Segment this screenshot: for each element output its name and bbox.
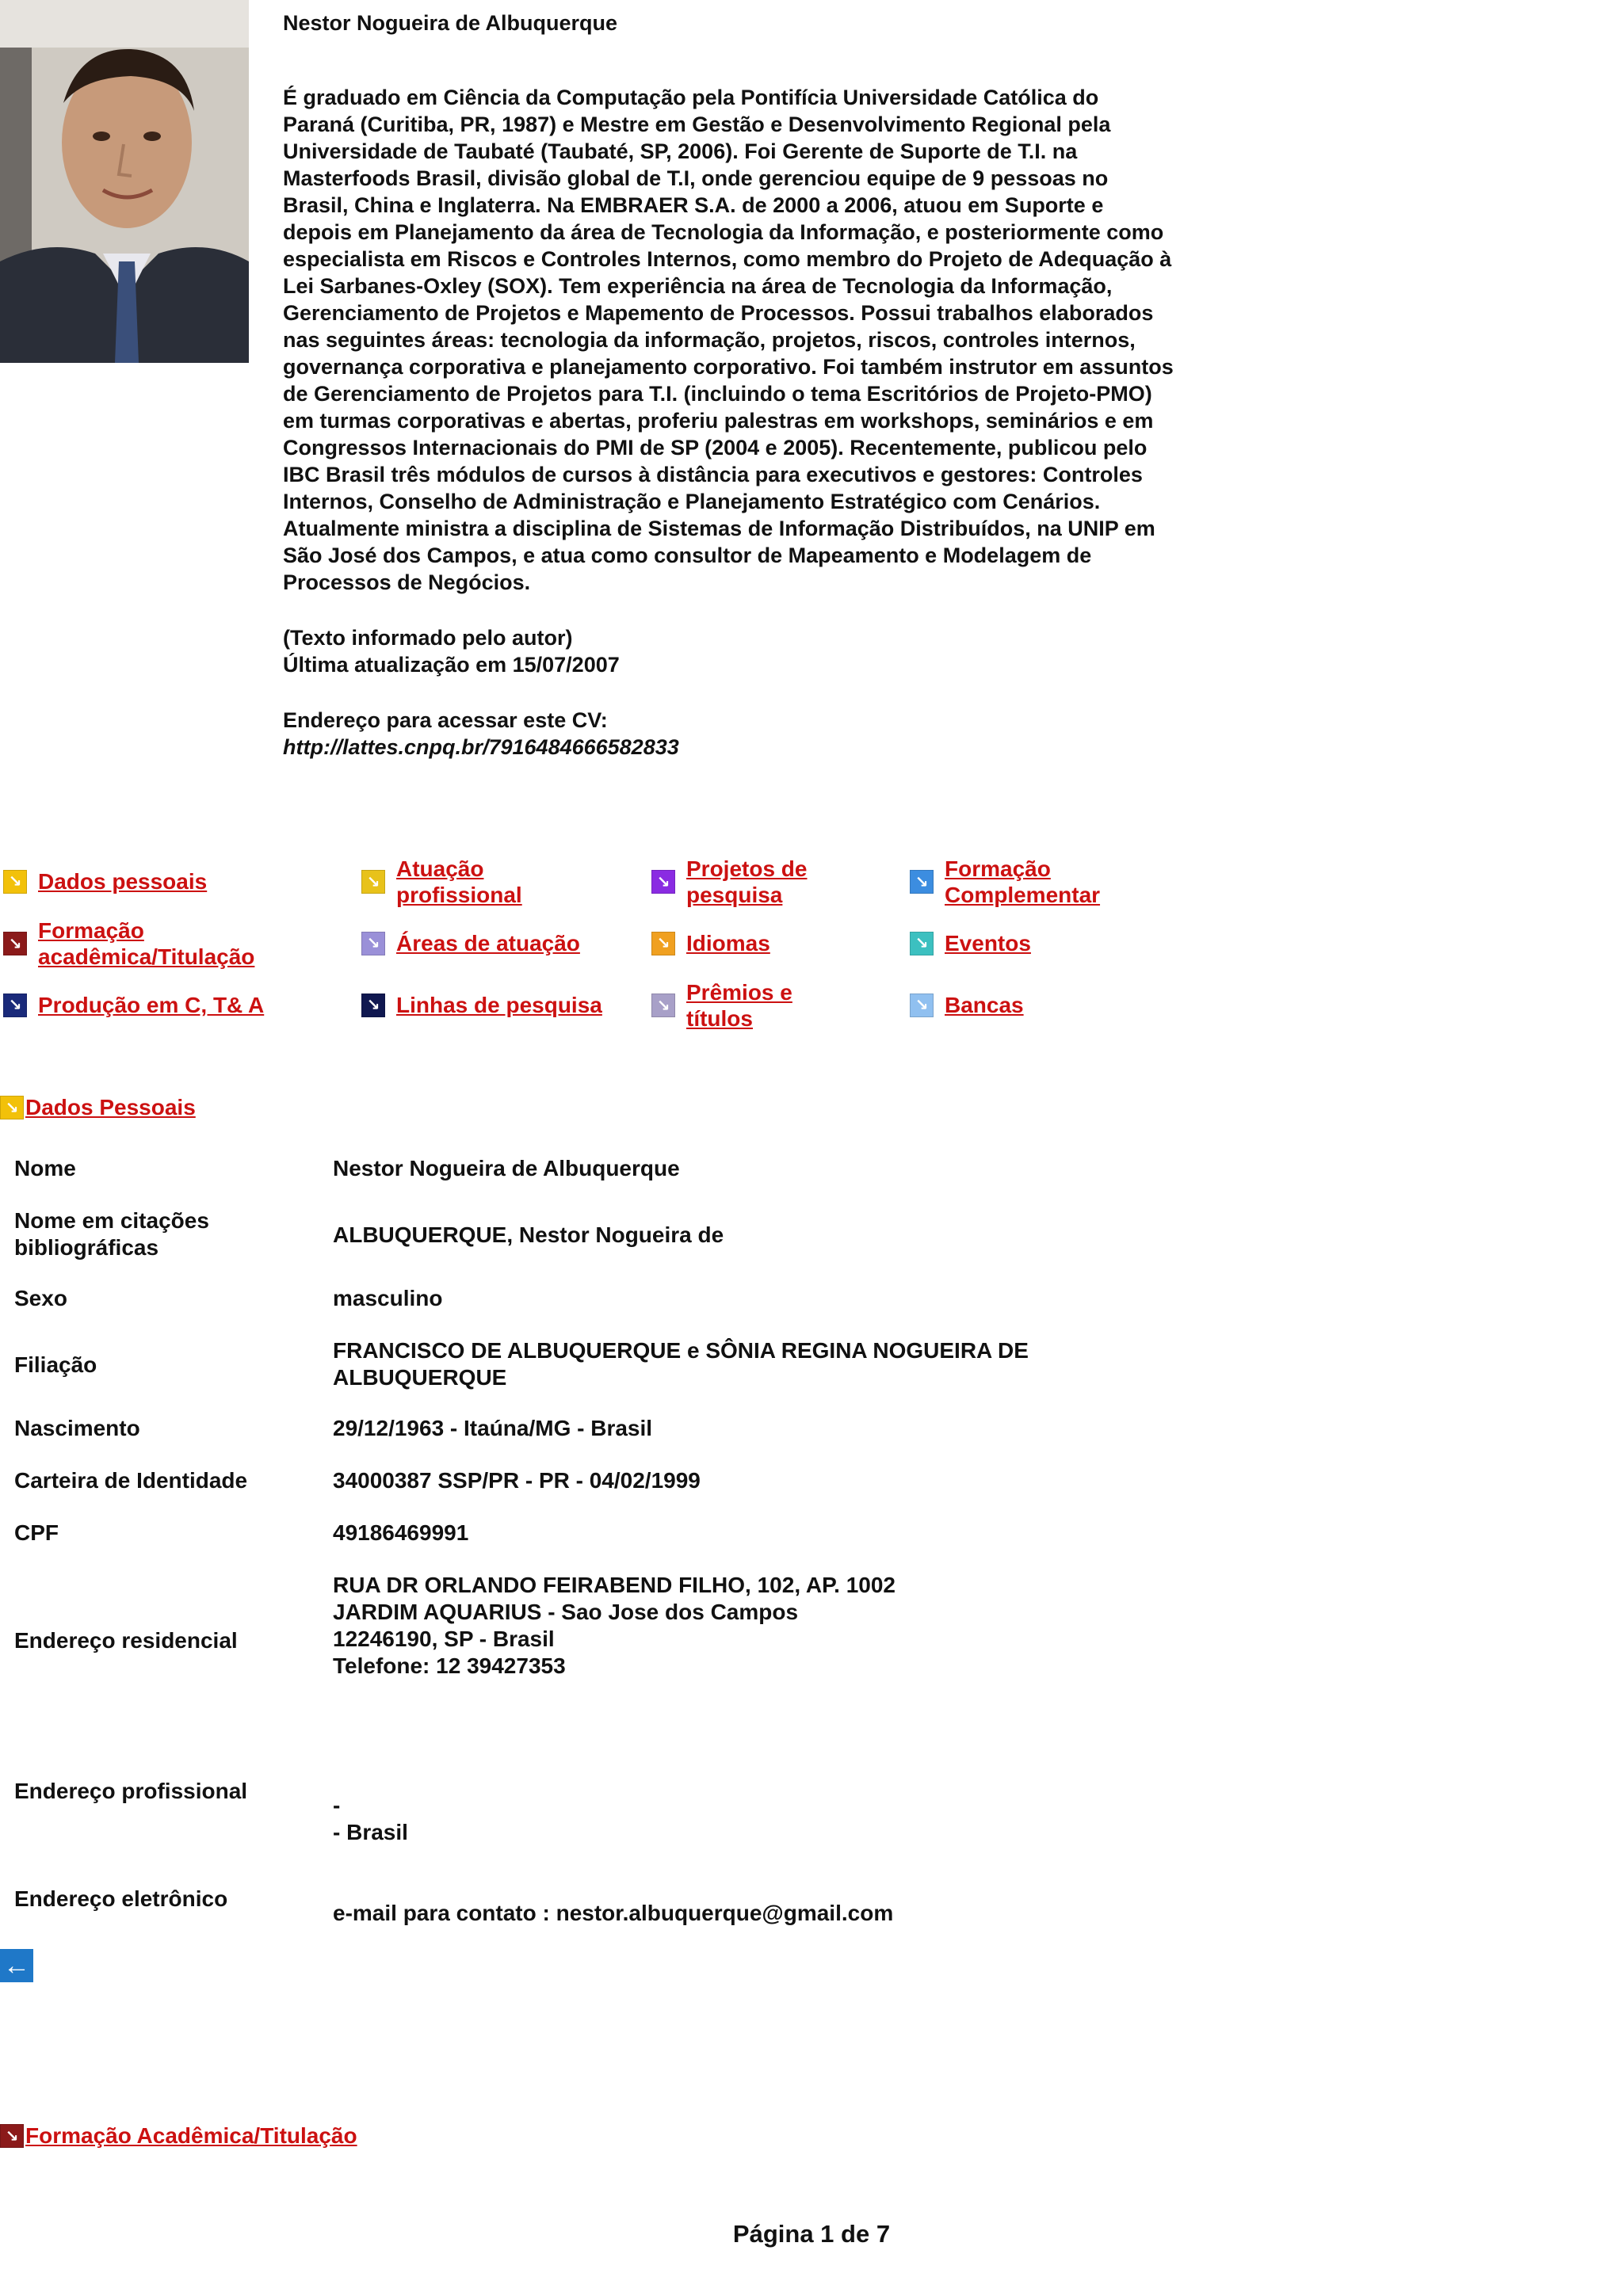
menu-link[interactable]: Atuação profissional xyxy=(396,856,522,907)
arrow-icon: ↘ xyxy=(3,932,27,955)
menu-link[interactable]: Formação acadêmica/Titulação xyxy=(38,918,255,969)
menu-link[interactable]: Áreas de atuação xyxy=(396,931,580,955)
address-line: RUA DR ORLANDO FEIRABEND FILHO, 102, AP. 1002 xyxy=(333,1573,896,1597)
source-note: (Texto informado pelo autor) xyxy=(283,626,573,650)
menu-link[interactable]: Eventos xyxy=(945,931,1031,955)
profile-summary xyxy=(283,84,1174,789)
row-value xyxy=(333,1572,1109,1680)
menu-link[interactable]: Formação Complementar xyxy=(945,856,1101,907)
cv-address-label: Endereço para acessar este CV: xyxy=(283,708,608,732)
cv-url[interactable]: http://lattes.cnpq.br/7916484666582833 xyxy=(283,735,679,759)
section-heading-link[interactable]: Dados Pessoais xyxy=(25,1095,196,1119)
bio-meta xyxy=(283,624,1174,678)
section-heading-link[interactable]: Formação Acadêmica/Titulação xyxy=(25,2123,357,2148)
row-value xyxy=(333,1792,1109,1846)
section-menu xyxy=(0,852,1149,1035)
arrow-icon: ↘ xyxy=(910,994,934,1017)
menu-link[interactable]: Projetos de pesquisa xyxy=(686,856,808,907)
menu-item-producao[interactable] xyxy=(3,992,264,1018)
menu-link[interactable]: Bancas xyxy=(945,993,1024,1017)
row-value: masculino xyxy=(333,1286,443,1310)
arrow-icon: ↘ xyxy=(651,932,675,955)
row-value[interactable]: e-mail para contato : nestor.albuquerque@gmail.com xyxy=(333,1901,894,1925)
menu-item-formacao-complementar[interactable] xyxy=(910,856,1148,908)
profile-photo xyxy=(0,0,249,363)
arrow-icon: ↘ xyxy=(3,994,27,1017)
row-label: Nome em citações bibliográficas xyxy=(14,1208,209,1260)
row-label: Sexo xyxy=(14,1286,67,1310)
arrow-icon: ↘ xyxy=(361,932,385,955)
menu-link[interactable]: Produção em C, T& A xyxy=(38,993,265,1017)
address-line: - xyxy=(333,1793,341,1817)
menu-item-projetos-pesquisa[interactable] xyxy=(651,856,857,908)
section-heading-dados-pessoais[interactable] xyxy=(0,1095,196,1120)
profile-name: Nestor Nogueira de Albuquerque xyxy=(283,11,618,35)
menu-link[interactable]: Dados pessoais xyxy=(38,869,208,894)
arrow-icon: ↘ xyxy=(0,1096,24,1119)
menu-item-atuacao-profissional[interactable] xyxy=(361,856,599,908)
bio-text: É graduado em Ciência da Computação pela Pontifícia Universidade Católica do Paraná (Curitiba, PR, 1987) e Mestre em Gestão e Desenvolvimento Regional pela Universidade de Taubaté (Taubaté, SP, 2006). Foi Gerente de Suporte de T.I. na Masterfoods Brasil, divisão global de T.I, onde gerenciou equipe de 9 pessoas no Brasil, China e Inglaterra. Na EMBRAER S.A. de 2000 a 2006, atuou em Suporte e depois em Planejamento da área de Tecnologia da Informação, e posteriormente como especialista em Riscos e Controles Internos, como membro do Projeto de Adequação à Lei Sarbanes-Oxley (SOX). Tem experiência na área de Tecnologia da Informação, Gerenciamento de Projetos e Mapemento de Processos. Possui trabalhos elaborados nas seguintes áreas: tecnologia da informação, projetos, riscos, controles internos, governança corporativa e planejamento corporativo. Foi também instrutor em assuntos de Gerenciamento de Projetos para T.I. (incluindo o tema Escritórios de Projeto-PMO) em turmas corporativas e abertas, proferiu palestras em workshops, seminários e em Congressos Internacionais do PMI de SP (2004 e 2005). Recentemente, publicou pelo IBC Brasil três módulos de cursos à distância para executivos e gestores: Controles Internos, Conselho de Administração e Planejamento Estratégico com Cenários. Atualmente ministra a disciplina de Sistemas de Informação Distribuídos, na UNIP em São José dos Campos, e atua como consultor de Mapeamento e Modelagem de Processos de Negócios. xyxy=(283,86,1174,594)
menu-item-formacao-academica[interactable] xyxy=(3,917,281,970)
row-label: Endereço eletrônico xyxy=(14,1886,228,1911)
row-label: CPF xyxy=(14,1520,59,1545)
menu-link[interactable]: Linhas de pesquisa xyxy=(396,993,602,1017)
arrow-icon: ↘ xyxy=(651,994,675,1017)
page-footer: Página 1 de 7 xyxy=(732,2220,891,2248)
arrow-icon: ↘ xyxy=(651,870,675,894)
row-value: ALBUQUERQUE, Nestor Nogueira de xyxy=(333,1222,724,1247)
menu-item-idiomas[interactable] xyxy=(651,930,770,956)
row-value: 34000387 SSP/PR - PR - 04/02/1999 xyxy=(333,1468,701,1493)
section-heading-formacao-academica[interactable] xyxy=(0,2123,357,2149)
row-value: Nestor Nogueira de Albuquerque xyxy=(333,1156,680,1180)
row-label: Nome xyxy=(14,1156,76,1180)
address-line: 12246190, SP - Brasil xyxy=(333,1627,555,1651)
arrow-icon: ↘ xyxy=(361,994,385,1017)
menu-item-dados-pessoais[interactable] xyxy=(3,868,207,894)
address-line: Telefone: 12 39427353 xyxy=(333,1653,566,1678)
row-value: FRANCISCO DE ALBUQUERQUE e SÔNIA REGINA NOGUEIRA DE ALBUQUERQUE xyxy=(333,1338,1029,1390)
arrow-icon: ↘ xyxy=(361,870,385,894)
menu-item-areas-atuacao[interactable] xyxy=(361,930,580,956)
back-arrow-icon[interactable]: ← xyxy=(0,1949,33,1982)
row-label: Nascimento xyxy=(14,1416,140,1440)
menu-item-premios-titulos[interactable] xyxy=(651,979,857,1032)
row-label: Carteira de Identidade xyxy=(14,1468,248,1493)
arrow-icon: ↘ xyxy=(3,870,27,894)
last-update: Última atualização em 15/07/2007 xyxy=(283,653,620,677)
row-value: 49186469991 xyxy=(333,1520,469,1545)
cv-address xyxy=(283,707,1174,761)
menu-item-bancas[interactable] xyxy=(910,992,1024,1018)
menu-link[interactable]: Prêmios e títulos xyxy=(686,980,792,1031)
address-line: - Brasil xyxy=(333,1820,408,1844)
arrow-icon: ↘ xyxy=(910,870,934,894)
arrow-icon: ↘ xyxy=(910,932,934,955)
menu-link[interactable]: Idiomas xyxy=(686,931,770,955)
menu-item-eventos[interactable] xyxy=(910,930,1031,956)
row-label: Endereço residencial xyxy=(14,1628,238,1653)
address-line: JARDIM AQUARIUS - Sao Jose dos Campos xyxy=(333,1600,799,1624)
row-value: 29/12/1963 - Itaúna/MG - Brasil xyxy=(333,1416,653,1440)
menu-item-linhas-pesquisa[interactable] xyxy=(361,992,602,1018)
row-label: Filiação xyxy=(14,1352,97,1377)
row-label: Endereço profissional xyxy=(14,1779,248,1803)
arrow-icon: ↘ xyxy=(0,2124,24,2148)
